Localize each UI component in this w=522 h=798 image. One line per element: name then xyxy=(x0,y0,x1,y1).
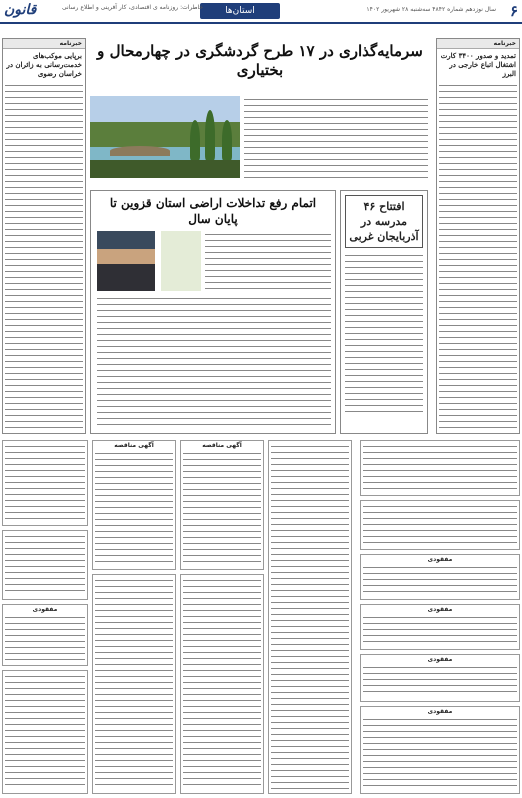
ad-lost-3: مفقودی xyxy=(360,654,520,702)
ad-tender-1: آگهی مناقصه xyxy=(180,440,264,570)
right-news-column xyxy=(436,38,520,434)
left-column-label: خبرنامه xyxy=(3,39,85,49)
right-column-body xyxy=(439,82,517,434)
left-column-body xyxy=(5,82,83,434)
ad-column-middle xyxy=(268,440,352,794)
tree-shape xyxy=(190,120,200,160)
ad-lost-1: مفقودی xyxy=(360,554,520,600)
ad-left-2 xyxy=(2,530,88,600)
ad-notice-2 xyxy=(360,500,520,550)
lead-story-body xyxy=(244,96,428,182)
issue-line: سال نوزدهم شماره ۴۸۴۲ سه‌شنبه ۲۸ شهریور ۱۴۰۲ xyxy=(366,6,496,13)
ad-tender-3: آگهی مناقصه xyxy=(92,440,176,570)
ad-tender-2 xyxy=(180,574,264,794)
page-number: ۶ xyxy=(509,2,518,20)
qazvin-story xyxy=(90,190,336,434)
left-column-headline: برپایی موکب‌های خدمت‌رسانی به زائران در خراسان رضوی xyxy=(6,51,82,78)
right-column-headline: تمدید و صدور ۳۴۰۰ کارت اشتغال اتباع خارجی در البرز xyxy=(440,51,516,78)
tree-shape xyxy=(222,120,232,160)
newspaper-logo: قانون xyxy=(4,2,37,18)
ad-tender-4 xyxy=(92,574,176,794)
ad-lost-4: مفقودی xyxy=(360,706,520,794)
school-box xyxy=(340,190,428,434)
tagline: خاطرات: روزنامه ی اقتصادی، کار آفرینی و اطلاع رسانی xyxy=(62,4,204,11)
left-news-column xyxy=(2,38,86,434)
section-label: استان‌ها xyxy=(200,3,280,19)
logo-banner xyxy=(161,231,201,291)
official-portrait xyxy=(97,231,155,291)
school-box-title: افتتاح ۴۶ مدرسه در آذربایجان غربی xyxy=(345,195,423,248)
school-box-body xyxy=(345,252,423,412)
lead-story-title: سرمایه‌گذاری در ۱۷ طرح گردشگری در چهارمحال و بختیاری xyxy=(97,42,423,79)
qazvin-story-lead xyxy=(205,231,331,291)
qazvin-story-title: اتمام رفع تداخلات اراضی استان قزوین تا پایان سال xyxy=(109,196,317,226)
tree-shape xyxy=(205,110,215,160)
ad-left-3: مفقودی xyxy=(2,604,88,666)
bridge-shape xyxy=(110,146,170,156)
ad-left-1 xyxy=(2,440,88,526)
ad-left-4 xyxy=(2,670,88,794)
masthead xyxy=(0,0,522,24)
right-column-label: خبرنامه xyxy=(437,39,519,49)
qazvin-story-body xyxy=(97,295,331,427)
lead-story-photo xyxy=(90,96,240,178)
ad-notice-1 xyxy=(360,440,520,496)
ad-lost-2: مفقودی xyxy=(360,604,520,650)
